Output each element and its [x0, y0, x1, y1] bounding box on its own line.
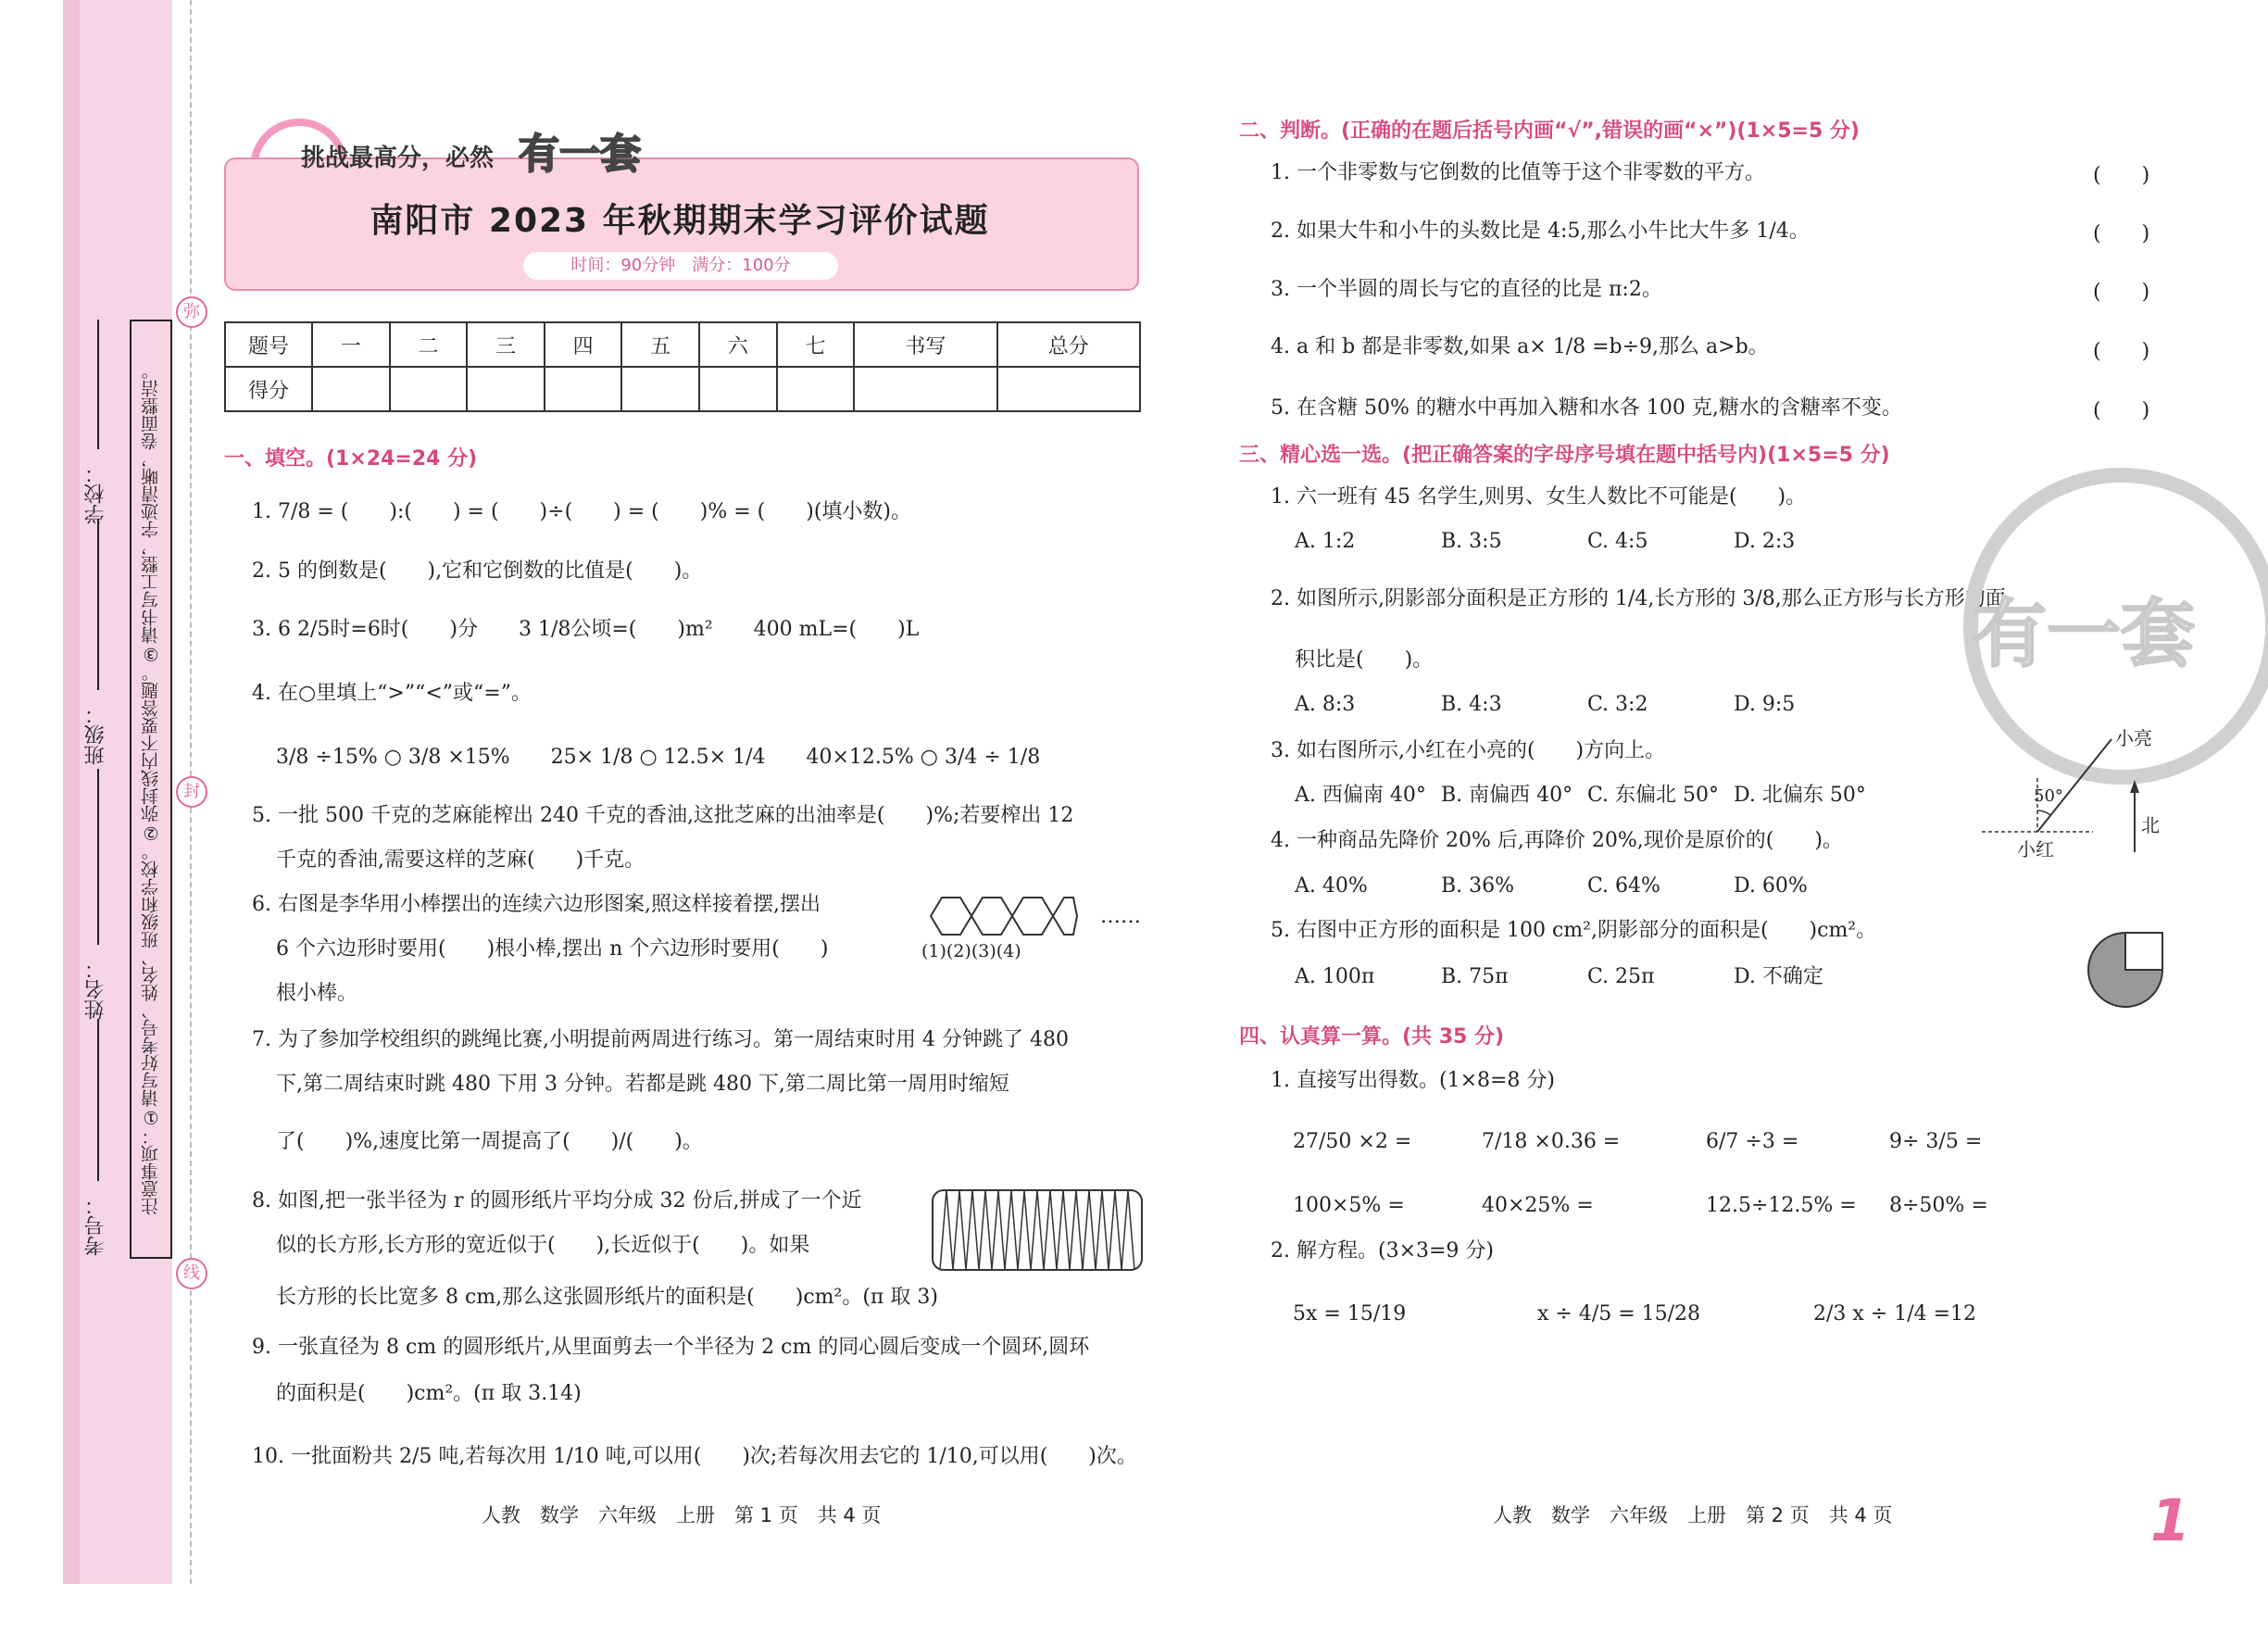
notice-box: 注意事项：①请写好考号、姓名、班级和学校。②弥封线内不要答题。③请书写工整，字迹清晰，卷面整洁。 [130, 320, 172, 1259]
choice-1-option-d: D. 2:3 [1734, 530, 1796, 553]
score-header: 书写 [854, 322, 996, 367]
choice-2-option-d: D. 9:5 [1734, 693, 1796, 716]
line-name [97, 769, 99, 945]
score-cell[interactable] [777, 367, 855, 411]
subsection-1: 1. 直接写出得数。(1×8=8 分) [1271, 1069, 1556, 1092]
circle-to-rectangle-figure [931, 1188, 1144, 1272]
choice-5-option-a: A. 100π [1295, 965, 1375, 988]
choice-3-option-a: A. 西偏南 40° [1295, 784, 1426, 807]
question-8-line3: 长方形的长比宽多 8 cm,那么这张圆形纸片的面积是( )cm²。(π 取 3) [276, 1286, 938, 1309]
equation-3: 2/3 x ÷ 1/4 =12 [1813, 1302, 1977, 1325]
choice-3-option-b: B. 南偏西 40° [1441, 784, 1573, 807]
subsection-2: 2. 解方程。(3×3=9 分) [1271, 1239, 1495, 1262]
score-row [225, 367, 1140, 411]
calc-3: 6/7 ÷3 = [1706, 1130, 1799, 1153]
score-cell[interactable] [545, 367, 622, 411]
choice-3: 3. 如右图所示,小红在小亮的( )方向上。 [1271, 739, 1666, 762]
judge-answer-3[interactable]: ( ) [2093, 281, 2150, 304]
question-7-line1: 7. 为了参加学校组织的跳绳比赛,小明提前两周进行练习。第一周结束时用 4 分钟跳了 480 [252, 1028, 1069, 1051]
choice-1-option-b: B. 3:5 [1441, 530, 1502, 553]
score-row-label: 得分 [225, 367, 312, 411]
question-6-line1: 6. 右图是李华用小棒摆出的连续六边形图案,照这样接着摆,摆出 [252, 893, 821, 916]
question-9-line1: 9. 一张直径为 8 cm 的圆形纸片,从里面剪去一个半径为 2 cm 的同心圆后变成一个圆环,圆环 [252, 1336, 1090, 1359]
score-cell[interactable] [312, 367, 390, 411]
choice-4-option-a: A. 40% [1295, 874, 1368, 898]
calc-4: 9÷ 3/5 = [1889, 1130, 1983, 1153]
hexagon-dots: …… [1100, 905, 1141, 928]
hexagon-labels: (1)(2)(3)(4) [921, 941, 1021, 961]
question-5-line2: 千克的香油,需要这样的芝麻( )千克。 [276, 848, 645, 872]
judge-1: 1. 一个非零数与它倒数的比值等于这个非零数的平方。 [1271, 161, 1765, 184]
question-8-line2: 似的长方形,长方形的宽近似于( ),长近似于( )。如果 [276, 1234, 810, 1257]
hexagon-pattern-figure [921, 894, 1079, 940]
angle-arc [2037, 810, 2050, 815]
watermark-text: 有一套 [1973, 591, 2195, 677]
section-4-title: 四、认真算一算。(共 35 分) [1239, 1025, 1505, 1049]
choice-2-line1: 2. 如图所示,阴影部分面积是正方形的 1/4,长方形的 3/8,那么正方形与长方形的面 [1271, 587, 2006, 610]
choice-1-option-a: A. 1:2 [1295, 530, 1356, 553]
judge-5: 5. 在含糖 50% 的糖水中再加入糖和水各 100 克,糖水的含糖率不变。 [1271, 396, 1902, 420]
calc-5: 100×5% = [1293, 1194, 1405, 1217]
section-2-title: 二、判断。(正确的在题后括号内画“√”,错误的画“×”)(1×5=5 分) [1239, 119, 1860, 143]
sidebar-stripe [63, 0, 80, 1584]
label-xiaoliang: 小亮 [2115, 727, 2152, 749]
score-cell[interactable] [467, 367, 545, 411]
equation-2: x ÷ 4/5 = 15/28 [1537, 1302, 1701, 1325]
exam-info: 时间：90分钟 满分：100分 [523, 252, 838, 280]
score-header: 六 [699, 322, 777, 367]
judge-3: 3. 一个半圆的周长与它的直径的比是 π:2。 [1271, 278, 1662, 301]
question-4-items: 3/8 ÷15% ○ 3/8 ×15% 25× 1/8 ○ 12.5× 1/4 40×12.5% ○ 3/4 ÷ 1/8 [276, 746, 1041, 769]
section-1-title: 一、填空。(1×24=24 分) [224, 447, 478, 471]
question-1: 1. 7/8 = ( ):( ) = ( )÷( ) = ( )% = ( )(填小数)。 [252, 500, 911, 523]
score-cell[interactable] [621, 367, 699, 411]
label-angle: 50° [2034, 786, 2063, 806]
sector-stripes [940, 1190, 1134, 1270]
score-header: 五 [621, 322, 699, 367]
score-header: 七 [777, 322, 855, 367]
slogan: 挑战最高分，必然 [301, 144, 495, 172]
line-class [97, 519, 99, 690]
hexagon-2 [971, 898, 1012, 935]
hexagon-3 [1012, 898, 1053, 935]
question-5-line1: 5. 一批 500 千克的芝麻能榨出 240 千克的香油,这批芝麻的出油率是( )%;若要榨出 12 [252, 804, 1074, 827]
calc-1: 27/50 ×2 = [1293, 1130, 1412, 1153]
score-header: 二 [390, 322, 468, 367]
choice-3-option-c: C. 东偏北 50° [1587, 784, 1720, 807]
score-header: 三 [467, 322, 545, 367]
choice-2-option-b: B. 4:3 [1441, 693, 1502, 716]
score-cell[interactable] [997, 367, 1140, 411]
choice-4: 4. 一种商品先降价 20% 后,再降价 20%,现价是原价的( )。 [1271, 829, 1843, 852]
judge-4: 4. a 和 b 都是非零数,如果 a× 1/8 =b÷9,那么 a>b。 [1271, 335, 1769, 358]
choice-5-option-d: D. 不确定 [1734, 965, 1823, 988]
label-name: 姓名： [84, 959, 107, 1020]
score-table [224, 321, 1141, 412]
judge-answer-5[interactable]: ( ) [2093, 399, 2150, 422]
question-6-line3: 根小棒。 [276, 982, 358, 1005]
choice-1-option-c: C. 4:5 [1587, 530, 1648, 553]
score-cell[interactable] [390, 367, 468, 411]
calc-2: 7/18 ×0.36 = [1482, 1130, 1621, 1153]
hexagon-4 [1053, 898, 1077, 935]
calc-7: 12.5÷12.5% = [1706, 1194, 1857, 1217]
choice-2-option-c: C. 3:2 [1587, 693, 1648, 716]
choice-1: 1. 六一班有 45 名学生,则男、女生人数比不可能是( )。 [1271, 485, 1807, 509]
score-cell[interactable] [699, 367, 777, 411]
score-header: 总分 [997, 322, 1140, 367]
choice-3-option-d: D. 北偏东 50° [1734, 784, 1866, 807]
line-exam-no [97, 1019, 99, 1181]
question-9-line2: 的面积是( )cm²。(π 取 3.14) [276, 1382, 582, 1405]
label-school: 学校： [84, 463, 107, 524]
score-header: 一 [312, 322, 390, 367]
question-4: 4. 在○里填上“>”“<”或“=”。 [252, 682, 532, 705]
seal-mark-2: 封 [176, 776, 207, 808]
choice-2-line2: 积比是( )。 [1295, 648, 1434, 672]
brand-logo: 有一套 [519, 131, 641, 178]
choice-5: 5. 右图中正方形的面积是 100 cm²,阴影部分的面积是( )cm²。 [1271, 919, 1877, 942]
circle-square-figure [2084, 928, 2172, 1016]
line-school [97, 320, 99, 449]
calc-8: 8÷50% = [1889, 1194, 1988, 1217]
question-7-line2: 下,第二周结束时跳 480 下用 3 分钟。若都是跳 480 下,第二周比第一周用时缩短 [276, 1073, 1009, 1096]
choice-4-option-d: D. 60% [1734, 874, 1808, 898]
question-6-line2: 6 个六边形时要用( )根小棒,摆出 n 个六边形时要用( ) [276, 937, 829, 961]
choice-2-option-a: A. 8:3 [1295, 693, 1356, 716]
choice-5-option-b: B. 75π [1441, 965, 1509, 988]
question-3: 3. 6 2/5时=6时( )分 3 1/8公顷=( )m² 400 mL=( )L [252, 618, 920, 641]
footer-left: 人教 数学 六年级 上册 第 1 页 共 4 页 [482, 1504, 882, 1526]
question-10: 10. 一批面粉共 2/5 吨,若每次用 1/10 吨,可以用( )次;若每次用去它的 1/10,可以用( )次。 [252, 1445, 1137, 1468]
choice-5-option-c: C. 25π [1587, 965, 1655, 988]
score-cell[interactable] [854, 367, 996, 411]
section-3-title: 三、精心选一选。(把正确答案的字母序号填在题中括号内)(1×5=5 分) [1239, 444, 1890, 467]
seal-mark-3: 线 [176, 1258, 207, 1289]
judge-answer-1[interactable]: ( ) [2093, 164, 2150, 187]
label-class: 班级： [84, 704, 107, 765]
choice-4-option-b: B. 36% [1441, 874, 1515, 898]
label-north: 北 [2141, 814, 2160, 836]
page-title: 南阳市 2023 年秋期期末学习评价试题 [370, 202, 990, 240]
question-8-line1: 8. 如图,把一张半径为 r 的圆形纸片平均分成 32 份后,拼成了一个近 [252, 1189, 862, 1212]
square [2125, 933, 2162, 970]
page-number: 1 [2150, 1487, 2191, 1554]
judge-2: 2. 如果大牛和小牛的头数比是 4:5,那么小牛比大牛多 1/4。 [1271, 220, 1810, 243]
question-7-line3: 了( )%,速度比第一周提高了( )/( )。 [276, 1130, 703, 1153]
calc-6: 40×25% = [1482, 1194, 1594, 1217]
score-header: 题号 [225, 322, 312, 367]
hexagon-1 [931, 898, 971, 935]
choice-4-option-c: C. 64% [1587, 874, 1660, 898]
north-arrow-head [2130, 780, 2139, 793]
footer-right: 人教 数学 六年级 上册 第 2 页 共 4 页 [1493, 1504, 1893, 1526]
equation-1: 5x = 15/19 [1293, 1302, 1407, 1325]
label-xiaohong: 小红 [2017, 838, 2054, 860]
seal-mark-1: 弥 [176, 296, 207, 328]
label-exam-no: 考号： [84, 1195, 107, 1256]
question-2: 2. 5 的倒数是( ),它和它倒数的比值是( )。 [252, 559, 703, 583]
judge-answer-2[interactable]: ( ) [2093, 222, 2150, 245]
rectangle-outline [933, 1190, 1142, 1270]
score-header: 四 [545, 322, 622, 367]
score-header-row [225, 322, 1140, 367]
judge-answer-4[interactable]: ( ) [2093, 340, 2150, 363]
